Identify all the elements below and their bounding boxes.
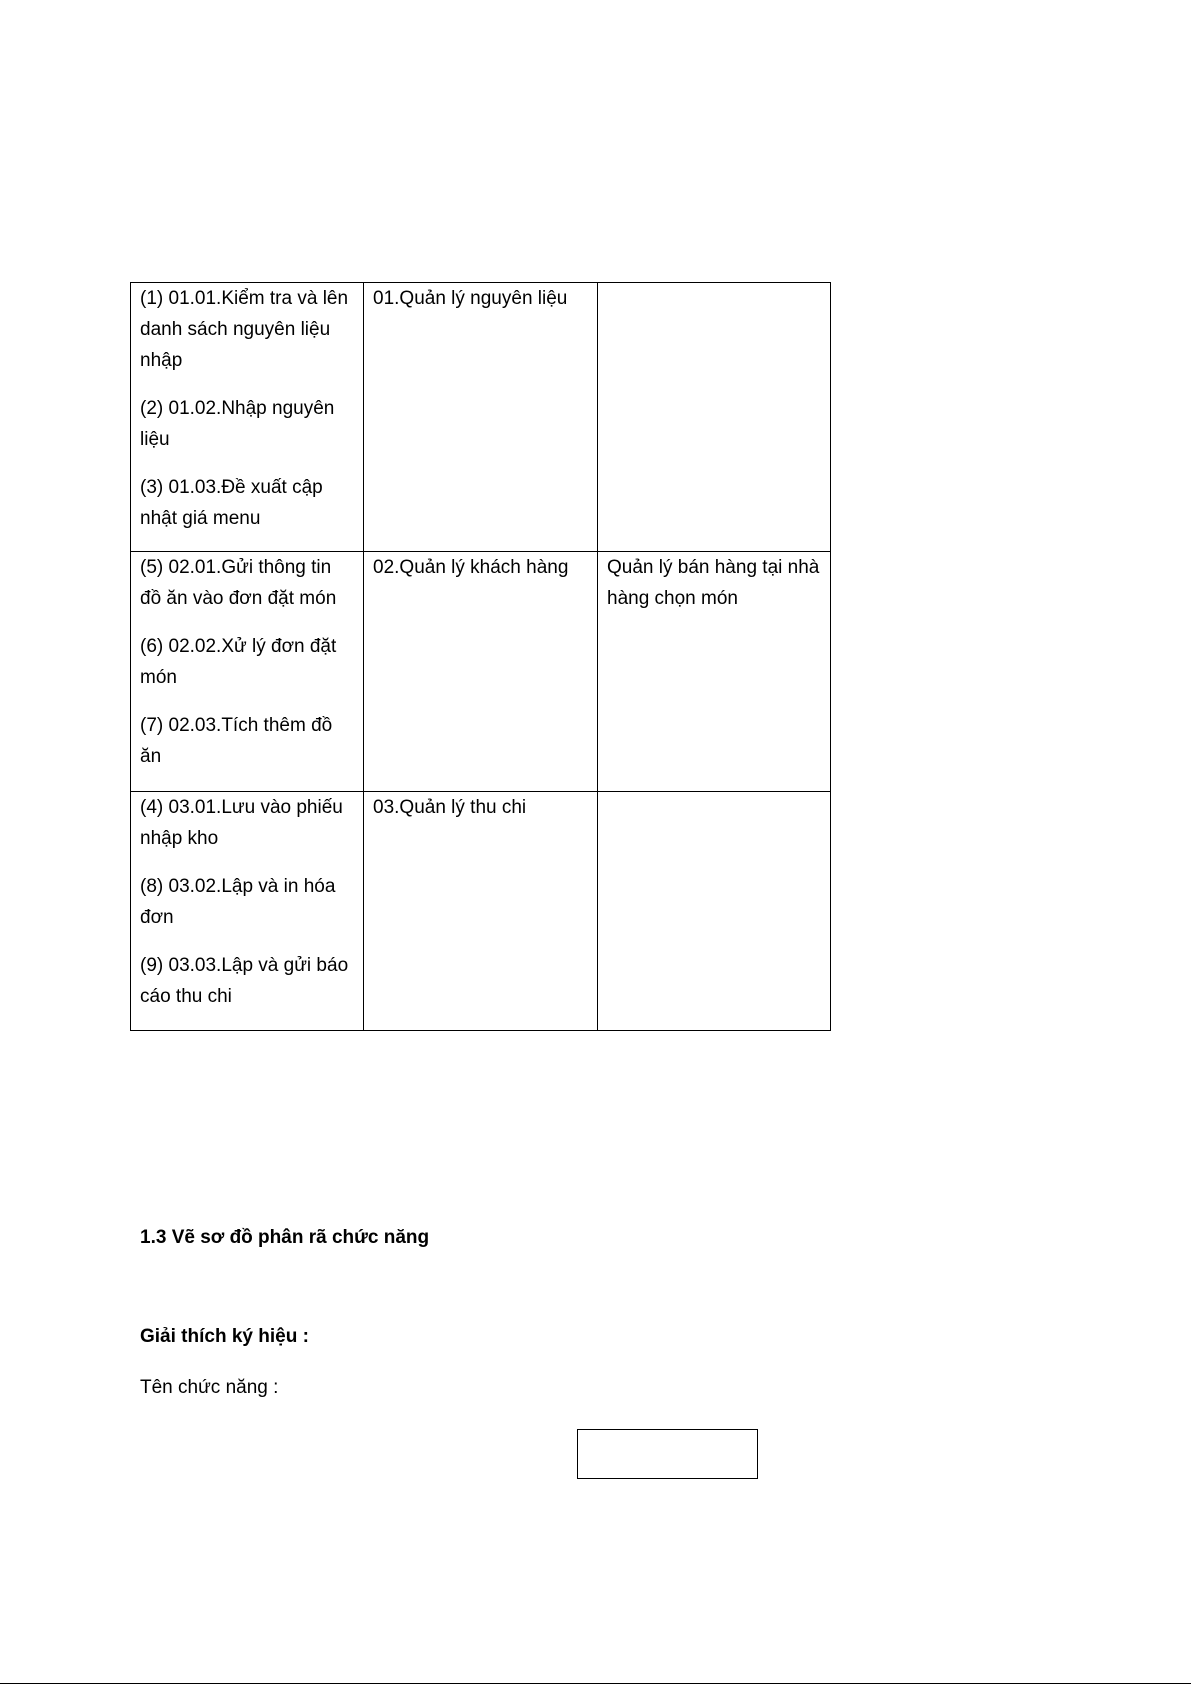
task-item: (2) 01.02.Nhập nguyên liệu bbox=[140, 398, 335, 450]
task-cell bbox=[131, 792, 364, 1031]
task-item: (8) 03.02.Lập và in hóa đơn bbox=[140, 876, 336, 928]
section-heading: 1.3 Vẽ sơ đồ phân rã chức năng bbox=[140, 1227, 430, 1248]
table-row bbox=[131, 792, 831, 1031]
group-label: 02.Quản lý khách hàng bbox=[373, 557, 569, 578]
system-cell bbox=[598, 792, 831, 1031]
task-item: (1) 01.01.Kiểm tra và lên danh sách nguyên liệu nhập bbox=[140, 288, 349, 371]
task-item: (6) 02.02.Xử lý đơn đặt món bbox=[140, 636, 337, 688]
function-table bbox=[130, 282, 831, 1031]
page-bottom-rule bbox=[0, 1683, 1191, 1684]
task-cell bbox=[131, 283, 364, 552]
task-item: (9) 03.03.Lập và gửi báo cáo thu chi bbox=[140, 955, 349, 1007]
group-label: 01.Quản lý nguyên liệu bbox=[373, 288, 568, 309]
task-item: (3) 01.03.Đề xuất cập nhật giá menu bbox=[140, 477, 323, 529]
system-label: Quản lý bán hàng tại nhà hàng chọn món bbox=[607, 557, 820, 609]
group-label: 03.Quản lý thu chi bbox=[373, 797, 527, 818]
task-item: (7) 02.03.Tích thêm đồ ăn bbox=[140, 715, 333, 767]
legend-label: Tên chức năng : bbox=[140, 1377, 279, 1398]
system-cell bbox=[598, 552, 831, 792]
system-cell bbox=[598, 283, 831, 552]
task-item: (4) 03.01.Lưu vào phiếu nhập kho bbox=[140, 797, 343, 849]
legend-title: Giải thích ký hiệu : bbox=[140, 1326, 309, 1347]
task-cell bbox=[131, 552, 364, 792]
group-cell bbox=[364, 283, 598, 552]
group-cell bbox=[364, 792, 598, 1031]
function-name-symbol-box bbox=[577, 1429, 758, 1479]
table-row bbox=[131, 283, 831, 552]
group-cell bbox=[364, 552, 598, 792]
task-item: (5) 02.01.Gửi thông tin đồ ăn vào đơn đặt món bbox=[140, 557, 337, 609]
table-row bbox=[131, 552, 831, 792]
